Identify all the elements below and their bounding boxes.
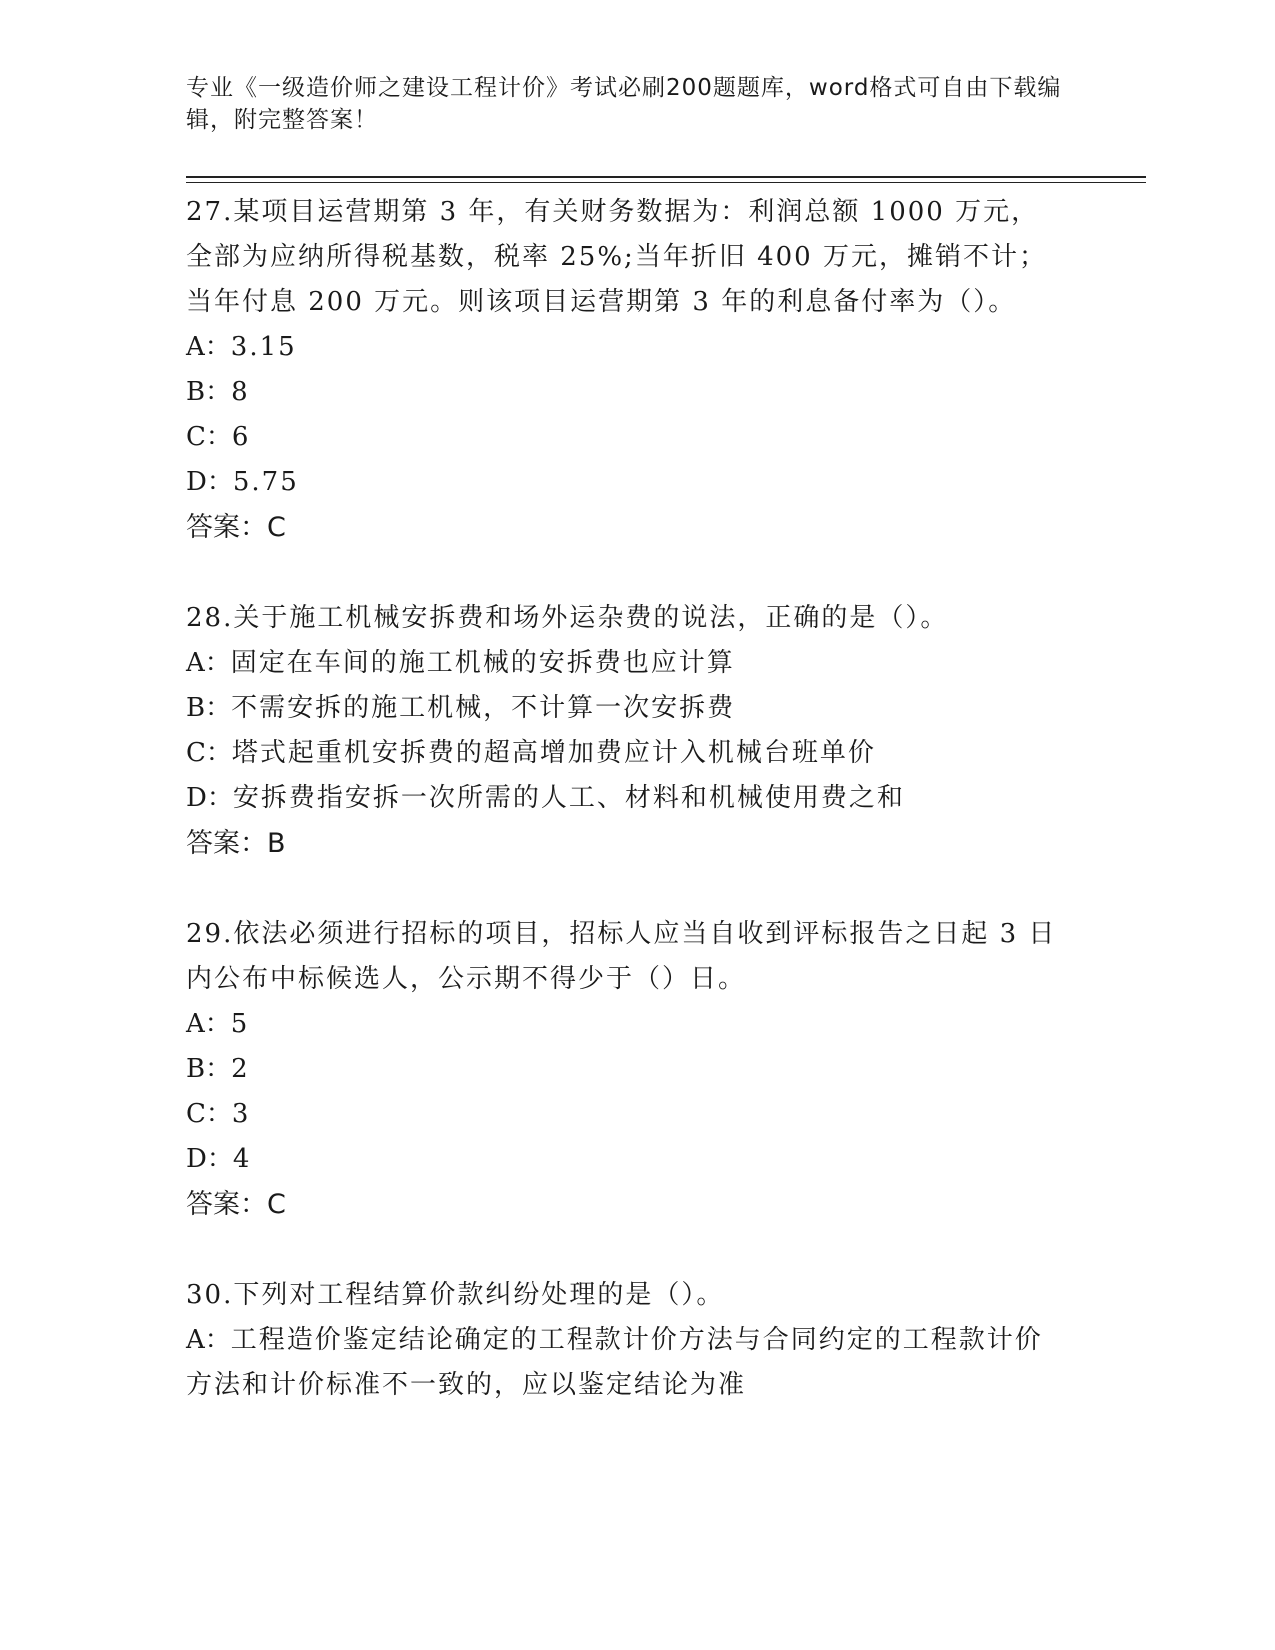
option-key: A： [186,648,231,678]
header-rule-thick [186,176,1146,178]
option-text: 8 [231,377,250,407]
option-c [186,1092,1066,1137]
option-key: C： [186,422,232,452]
answer-line: 答案：C [186,512,286,543]
option-text: 6 [231,422,251,452]
option-b [186,1047,1066,1092]
option-a [186,641,1066,686]
option-c [186,415,1066,460]
option-text: 3 [231,1099,251,1129]
question-27 [186,190,1066,550]
question-stem: 30.下列对工程结算价款纠纷处理的是（）。 [186,1280,725,1310]
option-key: D： [186,467,233,497]
option-text: 工程造价鉴定结论确定的工程款计价方法与合同约定的工程款计价方法和计价标准不一致的，应以鉴定结论为准 [186,1325,1043,1400]
spacer [186,1227,1066,1273]
option-key: A： [186,1325,231,1355]
option-text: 4 [232,1144,252,1174]
option-key: A： [186,332,231,362]
option-key: B： [186,1054,232,1084]
question-28 [186,596,1066,866]
question-30 [186,1273,1066,1408]
option-text: 3.15 [230,332,297,362]
option-key: B： [186,693,232,723]
option-text: 安拆费指安拆一次所需的人工、材料和机械使用费之和 [232,783,905,813]
question-29 [186,912,1066,1227]
document-header: 专业《一级造价师之建设工程计价》考试必刷200题题库，word格式可自由下载编辑，附完整答案！ [186,75,1062,133]
option-key: B： [186,377,232,407]
option-a [186,1002,1066,1047]
question-stem: 29.依法必须进行招标的项目，招标人应当自收到评标报告之日起 3 日内公布中标候选人，公示期不得少于（）日。 [186,919,1057,994]
option-text: 不需安拆的施工机械，不计算一次安拆费 [231,693,736,723]
option-text: 5 [230,1009,250,1039]
option-text: 塔式起重机安拆费的超高增加费应计入机械台班单价 [231,738,876,768]
answer-line: 答案：B [186,828,286,859]
answer-line: 答案：C [186,1189,286,1220]
option-key: D： [186,1144,233,1174]
option-d [186,460,1066,505]
option-b [186,370,1066,415]
option-text: 固定在车间的施工机械的安拆费也应计算 [230,648,735,678]
spacer [186,550,1066,596]
question-stem: 28.关于施工机械安拆费和场外运杂费的说法，正确的是（）。 [186,603,949,633]
option-key: C： [186,1099,232,1129]
option-a [186,1318,1066,1408]
option-key: C： [186,738,232,768]
option-c [186,731,1066,776]
option-key: D： [186,783,233,813]
option-text: 2 [231,1054,250,1084]
header-rule-thin [186,182,1146,183]
option-key: A： [186,1009,231,1039]
option-d [186,776,1066,821]
spacer [186,866,1066,912]
option-a [186,325,1066,370]
question-stem: 27.某项目运营期第 3 年，有关财务数据为：利润总额 1000 万元，全部为应纳所得税基数，税率 25%;当年折旧 400 万元，摊销不计；当年付息 200 万元。则该项目运营期第 3 年的利息备付率为（）。 [186,197,1047,317]
option-d [186,1137,1066,1182]
option-b [186,686,1066,731]
option-text: 5.75 [232,467,299,497]
question-list [186,190,1066,1408]
